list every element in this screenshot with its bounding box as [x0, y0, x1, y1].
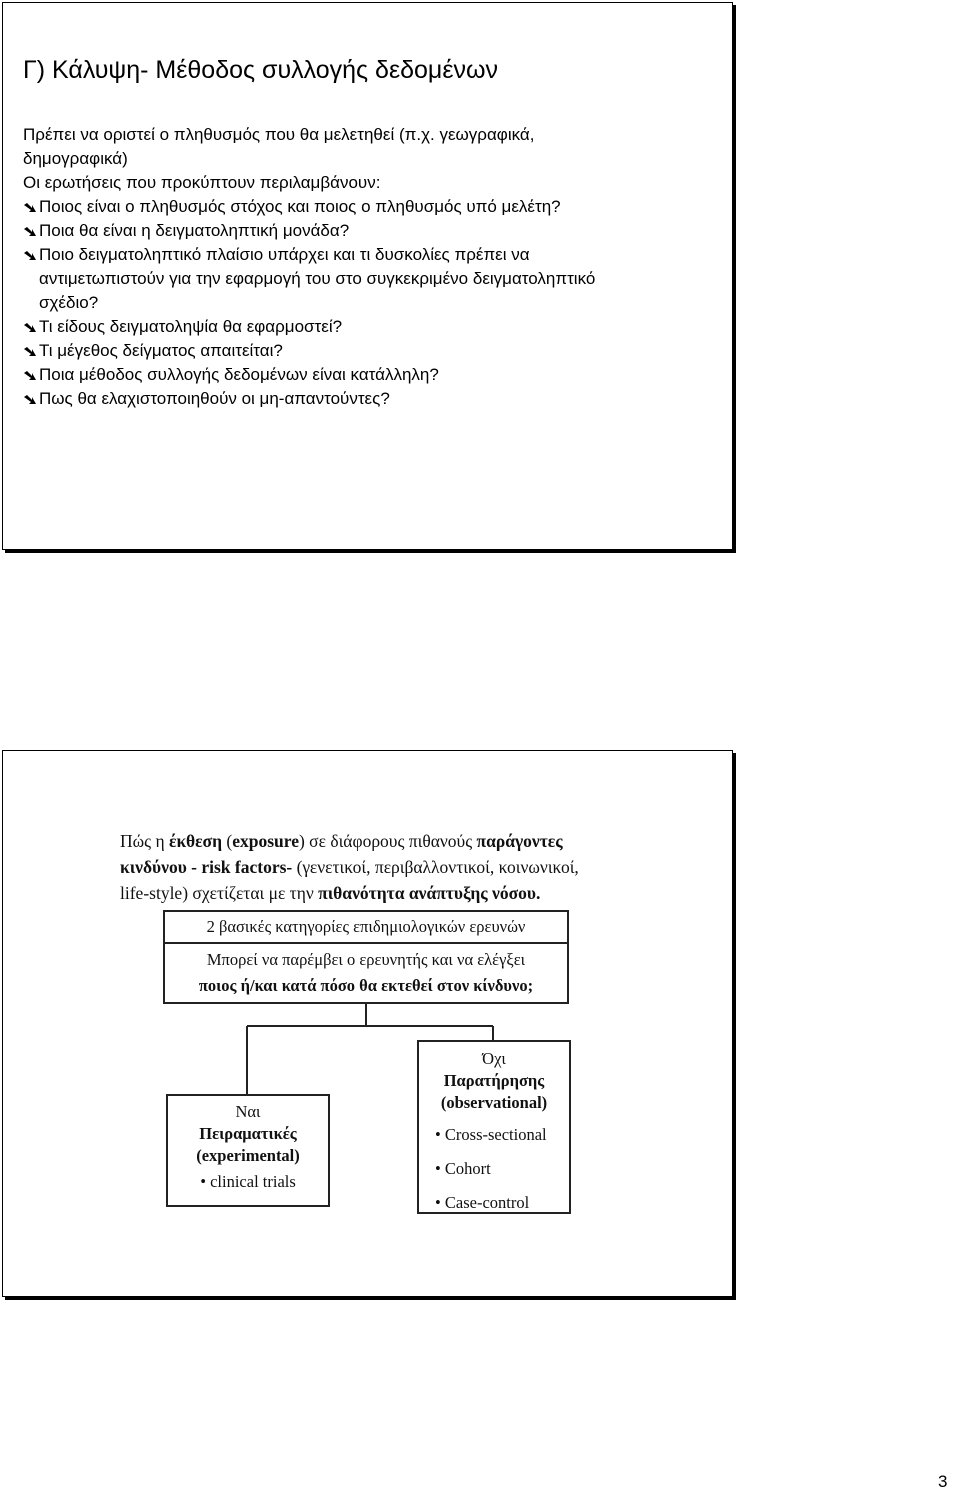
slide-2 — [2, 750, 733, 1297]
observational-label: Παρατήρησης — [443, 1071, 545, 1090]
bullet-item — [23, 387, 723, 411]
categories-heading: 2 βασικές κατηγορίες επιδημιολογικών ερευνών — [206, 917, 526, 936]
slide-1 — [2, 2, 733, 550]
list-item: • Cross-sectional — [435, 1125, 547, 1144]
bullet-text: Τι είδους δειγματοληψία θα εφαρμοστεί? — [39, 317, 343, 336]
bullet-text: Ποιος είναι ο πληθυσμός στόχος και ποιος ο πληθυσμός υπό μελέτη? — [39, 197, 561, 216]
bullet-item — [23, 219, 723, 243]
arrow-bullet-icon — [24, 371, 37, 381]
research-question: Πώς η έκθεση (exposure) σε διάφορους πιθανούς παράγοντες κινδύνου - risk factors- (γενετικοί, περιβαλλοντικοί, κοινωνικοί, life-style) σχετίζεται με την πιθανότητα ανάπτυξης νόσου. — [120, 831, 579, 903]
bullet-text: Ποιο δειγματοληπτικό πλαίσιο υπάρχει και τι δυσκολίες πρέπει να — [39, 245, 530, 264]
study-categories-box — [163, 910, 569, 1004]
arrow-bullet-icon — [24, 395, 37, 405]
bullet-text: Ποια θα είναι η δειγματοληπτική μονάδα? — [39, 221, 350, 240]
page-number: 3 — [938, 1472, 948, 1491]
bullet-item — [23, 315, 723, 339]
list-item: • clinical trials — [200, 1172, 296, 1191]
list-item: • Cohort — [435, 1159, 491, 1178]
bullet-text-continued: αντιμετωπιστούν για την εφαρμογή του στο συγκεκριμένο δειγματοληπτικό — [39, 269, 596, 288]
arrow-bullet-icon — [24, 251, 37, 261]
arrow-bullet-icon — [24, 227, 37, 237]
experimental-box — [166, 1094, 330, 1207]
list-item: • Case-control — [435, 1193, 530, 1212]
experimental-label-en: (experimental) — [196, 1146, 300, 1165]
slide-1-title: Γ) Κάλυψη- Μέθοδος συλλογής δεδομένων — [23, 56, 498, 84]
intervention-question: Μπορεί να παρέμβει ο ερευνητής και να ελέγξει — [206, 950, 526, 969]
answer-no: Όχι — [482, 1049, 506, 1068]
bullet-item — [23, 195, 723, 219]
arrow-bullet-icon — [24, 323, 37, 333]
arrow-bullet-icon — [24, 347, 37, 357]
observational-label-en: (observational) — [440, 1093, 548, 1112]
intro-line-1: Πρέπει να οριστεί ο πληθυσμός που θα μελετηθεί (π.χ. γεωγραφικά, — [23, 125, 535, 144]
arrow-bullet-icon — [24, 203, 37, 213]
bullet-text: Ποια μέθοδος συλλογής δεδομένων είναι κατάλληλη? — [39, 365, 439, 384]
intro-line-2: δημογραφικά) — [23, 149, 128, 168]
slide-1-body — [23, 123, 723, 411]
experimental-label: Πειραματικές — [199, 1124, 297, 1143]
intervention-question-bold: ποιος ή/και κατά πόσο θα εκτεθεί στον κίνδυνο; — [198, 976, 534, 995]
observational-box — [417, 1040, 571, 1214]
bullet-text: Πως θα ελαχιστοποιηθούν οι μη-απαντούντες? — [39, 389, 390, 408]
bullet-item — [23, 243, 723, 315]
epidemiology-diagram — [95, 814, 655, 1224]
answer-yes: Ναι — [235, 1102, 261, 1121]
intro-line-3: Οι ερωτήσεις που προκύπτουν περιλαμβάνουν: — [23, 173, 381, 192]
bullet-text: Τι μέγεθος δείγματος απαιτείται? — [39, 341, 283, 360]
bullet-text-continued: σχέδιο? — [39, 293, 99, 312]
bullet-item — [23, 339, 723, 363]
divider — [165, 942, 567, 944]
bullet-item — [23, 363, 723, 387]
